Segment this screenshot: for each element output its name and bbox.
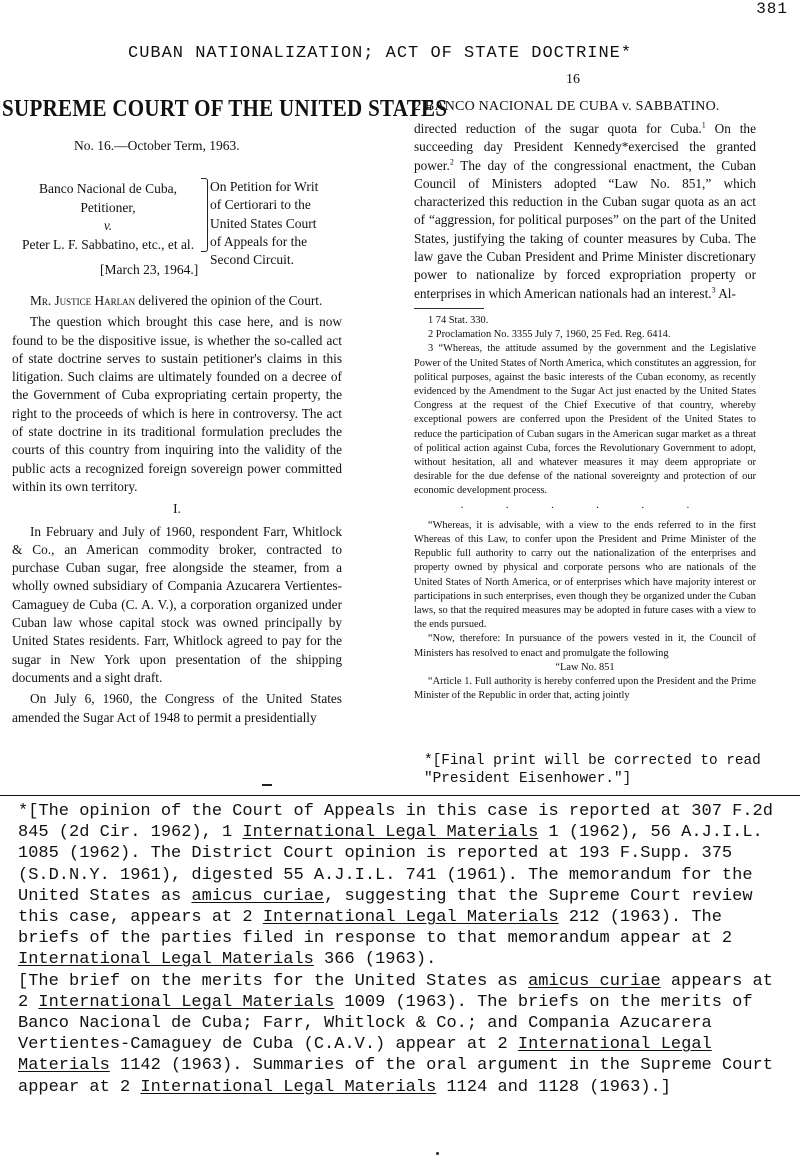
parties-caption xyxy=(14,180,202,254)
decision-date: [March 23, 1964.] xyxy=(100,262,199,277)
correction-note: *[Final print will be corrected to read "President Eisenhower."] xyxy=(424,753,761,787)
editor-note xyxy=(18,801,790,1098)
page-number: 381 xyxy=(756,0,788,18)
petition-line: On Petition for Writ xyxy=(210,179,319,194)
body-text: exercised the granted power. xyxy=(414,139,756,173)
body-text: On the succeeding day President Kennedy xyxy=(414,121,756,155)
respondent-name: Peter L. F. Sabbatino, etc., et al. xyxy=(21,236,195,252)
petition-description xyxy=(210,178,348,269)
footnote-ref: 2 xyxy=(449,157,454,167)
petitioner-name: Banco Nacional de Cuba, xyxy=(39,181,177,196)
petition-line: of Certiorari to the xyxy=(210,197,311,213)
footnote-quote: “Whereas, it is advisable, with a view to the ends referred to in the first Whereas of this Law, to confer upon the President and Prime Minister of the Republic full authority to carry out the nationalization of the enterprises and property owned by physical and corporate persons who are nationals of the United States of North America, or of enterprises which have majority interest or participations in such enterprises, even though they be organized under the Cuban laws, so that the required measures may be adopted in future cases with a view to the ends pursued. xyxy=(414,519,756,631)
footnote-ref: 3 xyxy=(711,285,716,295)
intro-text: delivered the opinion of the Court. xyxy=(135,293,323,308)
petition-line: of Appeals for the xyxy=(210,233,308,249)
journal-title: International Legal Materials xyxy=(140,1077,437,1097)
footnote-divider xyxy=(414,308,484,309)
editor-paragraph: [The brief on the merits for the United States as amicus curiae appears at 2 International Legal Materials 1009 (1963). The briefs on the merits of Banco Nacional de Cuba; Farr, Whitlock & Co.; and Compania Azucarera Vertientes-Camaguey de Cuba (C.A.V.) appear at 2 International Legal Materials 1142 (1963). Summaries of the oral argument in the Supreme Court appear at 2 International Legal Materials 1124 and 1128 (1963).] xyxy=(18,971,773,1097)
body-text: Al- xyxy=(715,285,736,301)
body-text: The day of the congressional enactment, the Cuban Council of Ministers adopted “Law No. 851,” which characterized this reduction in the Cuban sugar quota as an act of “aggression, for political purposes” on the part of the United States, justifying the taking of counter measures by Cuba. The law gave the Cuban President and Prime Minister discretionary power to nationalize by forced expropriation property or enterprises in which American nationals had an interest. xyxy=(414,157,756,301)
opinion-intro xyxy=(12,292,342,310)
petitioner-label: Petitioner, xyxy=(80,199,136,215)
editor-note-divider xyxy=(0,795,800,796)
docket-number: No. 16.—October Term, 1963. xyxy=(74,138,240,153)
editor-paragraph: *[The opinion of the Court of Appeals in this case is reported at 307 F.2d 845 (2d Cir. 1962), 1 International Legal Materials 1 (1962), 56 A.J.I.L. 1085 (1962). The District Court opinion is reported at 193 F.Supp. 375 (S.D.N.Y. 1961), digested 55 A.J.I.L. 741 (1961). The memorandum for the United States as amicus curiae, suggesting that the Supreme Court review this case, appears at 2 International Legal Materials 212 (1963). The briefs of the parties filed in response to that memorandum appear at 2 International Legal Materials 366 (1963). xyxy=(18,802,773,970)
journal-title: International Legal Materials xyxy=(242,823,539,843)
opinion-paragraph: The question which brought this case here, and is now found to be the dispositive issue, is whether the so-called act of state doctrine serves to sustain petitioner's claims in this litigation. Such claims are ultimately founded on a decree of the Government of Cuba expropriating certain property, the right to the proceeds of which is here in controversy. The act of state doctrine in its traditional formulation precludes the courts of this country from inquiring into the validity of the public acts a recognized foreign sovereign power committed within its own territory. xyxy=(12,314,342,494)
footnote: 3 “Whereas, the attitude assumed by the government and the Legislative Power of the United States of North America, which constitutes an aggression, for political purposes, against the basic interests of the Cuban economy, as recently evidenced by the Amendment to the Sugar Act just enacted by the United States Congress at the request of the Chief Executive of that country, whereby exceptional powers are conferred upon the President of the United States to reduce the participation of Cuban sugars in the American sugar market as a threat of political action against Cuba, forces the Revolutionary Government to adopt, without hesitation, all and whatever measures it may deem appropriate or desirable for the due defense of the national sovereignty and protection of our economic development process. xyxy=(414,343,756,497)
caption-bracket xyxy=(201,178,208,252)
journal-title: International Legal Materials xyxy=(38,992,335,1012)
opinion-page-number: 16 xyxy=(566,72,580,87)
versus-label: v. xyxy=(103,218,113,233)
journal-title: International Legal Materials xyxy=(262,908,559,928)
journal-title: International Legal Materials xyxy=(18,1035,712,1076)
scan-mark xyxy=(262,784,272,786)
justice-name: Mr. Justice Harlan xyxy=(30,293,136,308)
law-heading: “Law No. 851 xyxy=(555,661,615,673)
footnote: 2 Proclamation No. 3355 July 7, 1960, 25 Fed. Reg. 6414. xyxy=(428,329,671,341)
footnotes xyxy=(414,314,756,703)
petition-line: Second Circuit. xyxy=(210,252,294,268)
scan-speck xyxy=(436,1152,439,1155)
body-text: directed reduction of the sugar quota for Cuba. xyxy=(414,121,702,136)
footnote-quote: “Article 1. Full authority is hereby conferred upon the President and the Prime Minister of the Republic in order that, acting jointly xyxy=(414,676,756,702)
amicus-term: amicus curiae xyxy=(528,971,661,991)
footnote-ref: 1 xyxy=(701,120,706,130)
correction-marker: * xyxy=(621,139,629,155)
journal-title: International Legal Materials xyxy=(18,950,314,970)
amicus-term: amicus curiae xyxy=(191,886,325,906)
opinion-paragraph: In February and July of 1960, respondent Farr, Whitlock & Co., an American commodity broker, contracted to purchase Cuban sugar, free alongside the steamer, from a wholly owned subsidiary of Compania Azucarera Vertientes-Camaguey de Cuba (C. A. V.), a corporation organized under Cuban law whose capital stock was owned principally by United States residents. Farr, Whitlock agreed to pay for the sugar in New York upon presentation of the shipping documents and a sight draft. xyxy=(12,523,342,685)
section-heading: I. xyxy=(173,501,181,517)
ellipsis-dots: . . . . . . xyxy=(460,499,710,511)
footnote: 1 74 Stat. 330. xyxy=(428,315,489,326)
court-heading: SUPREME COURT OF THE UNITED STATES xyxy=(2,94,448,122)
opinion-paragraph: On July 6, 1960, the Congress of the United States amended the Sugar Act of 1948 to permit a presidentially xyxy=(12,691,342,725)
opinion-body-right xyxy=(414,120,756,303)
running-header: 2 BANCO NACIONAL DE CUBA v. SABBATINO. xyxy=(414,99,720,114)
petition-line: United States Court xyxy=(210,215,317,231)
footnote-quote: “Now, therefore: In pursuance of the powers vested in it, the Council of Ministers has resolved to enact and promulgate the following xyxy=(414,633,756,659)
document-title: CUBAN NATIONALIZATION; ACT OF STATE DOCTRINE* xyxy=(128,44,633,63)
opinion-body-left xyxy=(12,292,342,730)
